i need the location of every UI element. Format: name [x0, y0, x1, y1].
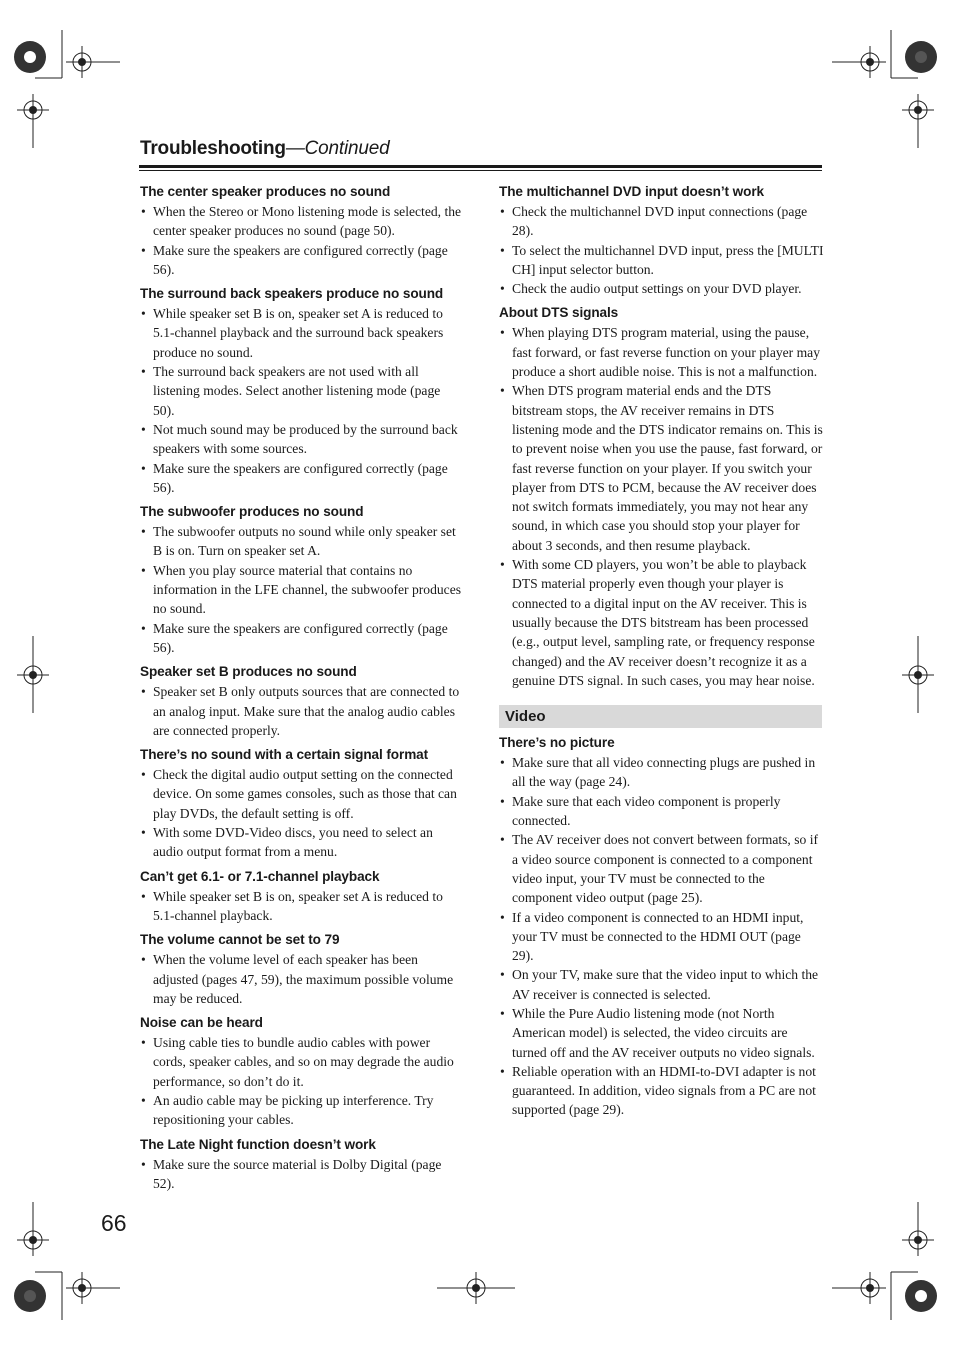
page-title	[140, 138, 389, 160]
bullet-list	[499, 323, 824, 690]
left-column	[140, 183, 465, 1199]
list-item: • If a video component is connected to an HDMI input, your TV must be connected to the HDMI OUT (page 29).	[499, 908, 824, 966]
bullet-list	[499, 202, 824, 298]
list-item: • The AV receiver does not convert between formats, so if a video source component is connected to a component video input, your TV must be connected to the component video output (page 25).	[499, 830, 824, 907]
right-column	[499, 183, 824, 1126]
troubleshooting-section	[140, 1014, 465, 1129]
section-heading: Can’t get 6.1- or 7.1-channel playback	[140, 868, 380, 884]
troubleshooting-section	[499, 183, 824, 298]
list-item: • Make sure the speakers are configured correctly (page 56).	[140, 459, 465, 498]
bullet-list	[140, 1155, 465, 1194]
section-heading: There’s no sound with a certain signal format	[140, 747, 429, 763]
list-item: • Make sure the speakers are configured correctly (page 56).	[140, 619, 465, 658]
section-heading: The volume cannot be set to 79	[140, 932, 340, 948]
list-item: • On your TV, make sure that the video input to which the AV receiver is connected is selected.	[499, 965, 824, 1004]
section-heading: The center speaker produces no sound	[140, 184, 391, 199]
page-title-continued: —Continued	[285, 138, 390, 159]
header-rule-thin	[139, 170, 822, 171]
list-item: • Check the audio output settings on your DVD player.	[499, 279, 824, 298]
list-item: • When the volume level of each speaker has been adjusted (pages 47, 59), the maximum possible volume may be reduced.	[140, 950, 465, 1008]
list-item: • When playing DTS program material, using the pause, fast forward, or fast reverse function on your player may produce a short audible noise. This is not a malfunction.	[499, 323, 824, 381]
troubleshooting-section	[140, 868, 465, 926]
troubleshooting-section	[499, 734, 824, 1120]
section-heading: There’s no picture	[499, 735, 615, 751]
troubleshooting-section	[140, 285, 465, 497]
list-item: • Make sure the source material is Dolby Digital (page 52).	[140, 1155, 465, 1194]
list-item: • Make sure that all video connecting plugs are pushed in all the way (page 24).	[499, 753, 824, 792]
list-item: • With some DVD-Video discs, you need to select an audio output format from a menu.	[140, 823, 465, 862]
list-item: • Speaker set B only outputs sources that are connected to an analog input. Make sure that the analog audio cables are connected properly.	[140, 682, 465, 740]
section-heading: Speaker set B produces no sound	[140, 664, 357, 680]
category-heading-video: Video	[499, 705, 822, 728]
list-item: • Using cable ties to bundle audio cables with power cords, speaker cables, and so on may degrade the audio performance, so don’t do it.	[140, 1033, 465, 1091]
section-heading: The multichannel DVD input doesn’t work	[499, 184, 764, 199]
section-heading: About DTS signals	[499, 305, 619, 321]
section-heading: The Late Night function doesn’t work	[140, 1136, 376, 1152]
list-item: • An audio cable may be picking up interference. Try repositioning your cables.	[140, 1091, 465, 1130]
list-item: • Reliable operation with an HDMI-to-DVI adapter is not guaranteed. In addition, video signals from a PC are not supported (page 29).	[499, 1062, 824, 1120]
list-item: • When DTS program material ends and the DTS bitstream stops, the AV receiver remains in DTS listening mode and the DTS indicator remains on. This is to prevent noise when you use the pause, fast forward, or fast reverse function on your player. If you switch your player from DTS to PCM, because the AV receiver does not switch formats immediately, you may not hear any sound, in which case you should stop your player for about 3 seconds, and then resume playback.	[499, 381, 824, 555]
list-item: • The surround back speakers are not used with all listening modes. Select another listening mode (page 50).	[140, 362, 465, 420]
bullet-list	[140, 682, 465, 740]
troubleshooting-section	[499, 304, 824, 690]
bullet-list	[140, 202, 465, 279]
list-item: • Make sure the speakers are configured correctly (page 56).	[140, 241, 465, 280]
page-number: 66	[101, 1210, 127, 1236]
list-item: • With some CD players, you won’t be able to playback DTS material properly even though your player is connected to a digital input on the AV receiver. This is usually because the DTS bitstream has been processed (e.g., output level, sampling rate, or frequency response changed) and the AV receiver doesn’t recognize it as a genuine DTS signal. In such cases, you may hear noise.	[499, 555, 824, 690]
list-item: • To select the multichannel DVD input, press the [MULTI CH] input selector button.	[499, 241, 824, 280]
troubleshooting-section	[140, 746, 465, 861]
list-item: • Not much sound may be produced by the surround back speakers with some sources.	[140, 420, 465, 459]
list-item: • Make sure that each video component is properly connected.	[499, 792, 824, 831]
section-heading: Noise can be heard	[140, 1015, 263, 1031]
section-heading: The surround back speakers produce no sound	[140, 286, 444, 302]
list-item: • When the Stereo or Mono listening mode is selected, the center speaker produces no sound (page 50).	[140, 202, 465, 241]
list-item: • When you play source material that contains no information in the LFE channel, the subwoofer produces no sound.	[140, 561, 465, 619]
bullet-list	[140, 304, 465, 497]
troubleshooting-section	[140, 1136, 465, 1194]
bullet-list	[140, 765, 465, 861]
list-item: • While speaker set B is on, speaker set A is reduced to 5.1-channel playback.	[140, 887, 465, 926]
list-item: • While the Pure Audio listening mode (not North American model) is selected, the video circuits are turned off and the AV receiver outputs no video signals.	[499, 1004, 824, 1062]
bullet-list	[140, 950, 465, 1008]
video-section	[499, 734, 824, 1120]
bullet-list	[499, 753, 824, 1120]
troubleshooting-section	[140, 503, 465, 657]
right-sections	[499, 183, 824, 690]
page-title-main: Troubleshooting	[140, 138, 286, 159]
bullet-list	[140, 1033, 465, 1129]
list-item: • The subwoofer outputs no sound while only speaker set B is on. Turn on speaker set A.	[140, 522, 465, 561]
list-item: • Check the multichannel DVD input connections (page 28).	[499, 202, 824, 241]
list-item: • Check the digital audio output setting on the connected device. On some games consoles, such as those that can play DVDs, the default setting is off.	[140, 765, 465, 823]
troubleshooting-section	[140, 183, 465, 279]
troubleshooting-section	[140, 663, 465, 740]
header-rule-thick	[139, 165, 822, 168]
bullet-list	[140, 887, 465, 926]
bullet-list	[140, 522, 465, 657]
section-heading: The subwoofer produces no sound	[140, 504, 364, 520]
list-item: • While speaker set B is on, speaker set A is reduced to 5.1-channel playback and the surround back speakers produce no sound.	[140, 304, 465, 362]
troubleshooting-section	[140, 931, 465, 1008]
